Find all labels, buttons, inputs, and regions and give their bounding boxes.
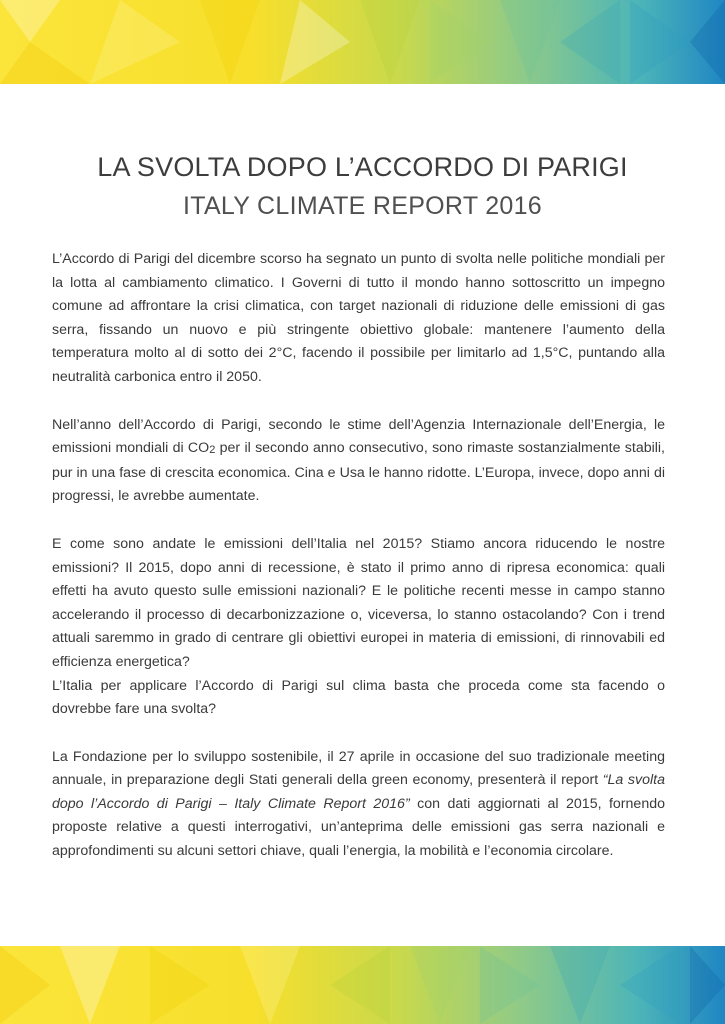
- paragraph-1: L’Accordo di Parigi del dicembre scorso ha segnato un punto di svolta nelle politiche mondiali per la lotta al cambiamento climatico. I Governi di tutto il mondo hanno sottoscritto un impegno comune ad affrontare la crisi climatica, con target nazionali di riduzione delle emissioni di gas serra, fissando un nuovo e più stringente obiettivo globale: mantenere l’aumento della temperatura molto al di sotto dei 2°C, facendo il possibile per limitarlo ad 1,5°C, puntando alla neutralità carbonica entro il 2050.: [52, 251, 665, 385]
- top-band-graphic: [0, 0, 725, 84]
- top-decorative-band: [0, 0, 725, 84]
- page-title: LA SVOLTA DOPO L’ACCORDO DI PARIGI: [97, 152, 628, 183]
- paragraph-5: [52, 746, 665, 864]
- paragraph-4: L’Italia per applicare l’Accordo di Parigi sul clima basta che proceda come sta facendo o dovrebbe fare una svolta?: [52, 677, 665, 718]
- report-title-italic: “La svolta dopo l’Accordo di Parigi – Italy Climate Report 2016”: [52, 772, 665, 812]
- body-text: [52, 248, 665, 864]
- paragraph-5-part-b: con dati aggiornati al 2015, fornendo proposte relative a questi interrogativi, un’anteprima delle emissioni gas serra nazionali e approfondimenti su alcuni settori chiave, quali l’energia, la mobilità e l’economia circolare.: [52, 795, 665, 860]
- paragraph-3: E come sono andate le emissioni dell’Italia nel 2015? Stiamo ancora riducendo le nostre emissioni? Il 2015, dopo anni di recessione, è stato il primo anno di ripresa economica: quali effetti ha avuto questo sulle emissioni nazionali? E le politiche recenti messe in campo stanno accelerando il processo di decarbonizzazione o, viceversa, lo stanno ostacolando? Con i trend attuali saremmo in grado di centrare gli obiettivi europei in materia di emissioni, di rinnovabili ed efficienza energetica?: [52, 535, 665, 670]
- paragraph-2-part-b: per il secondo anno consecutivo, sono rimaste sostanzialmente stabili, pur in una fase di crescita economica. Cina e Usa le hanno ridotte. L’Europa, invece, dopo anni di progressi, le avrebbe aumentate.: [52, 440, 665, 505]
- paragraph-2: [52, 414, 665, 509]
- page-subtitle: ITALY CLIMATE REPORT 2016: [182, 191, 543, 220]
- bottom-decorative-band: [0, 946, 725, 1024]
- paragraph-5-part-a: La Fondazione per lo sviluppo sostenibile, il 27 aprile in occasione del suo tradizionale meeting annuale, in preparazione degli Stati generali della green economy, presenterà il report: [52, 748, 665, 789]
- bottom-band-graphic: [0, 946, 725, 1024]
- co2-subscript: 2: [209, 444, 216, 457]
- paragraph-2-part-a: Nell’anno dell’Accordo di Parigi, secondo le stime dell’Agenzia Internazionale dell’Energia, le emissioni mondiali di CO: [52, 416, 665, 457]
